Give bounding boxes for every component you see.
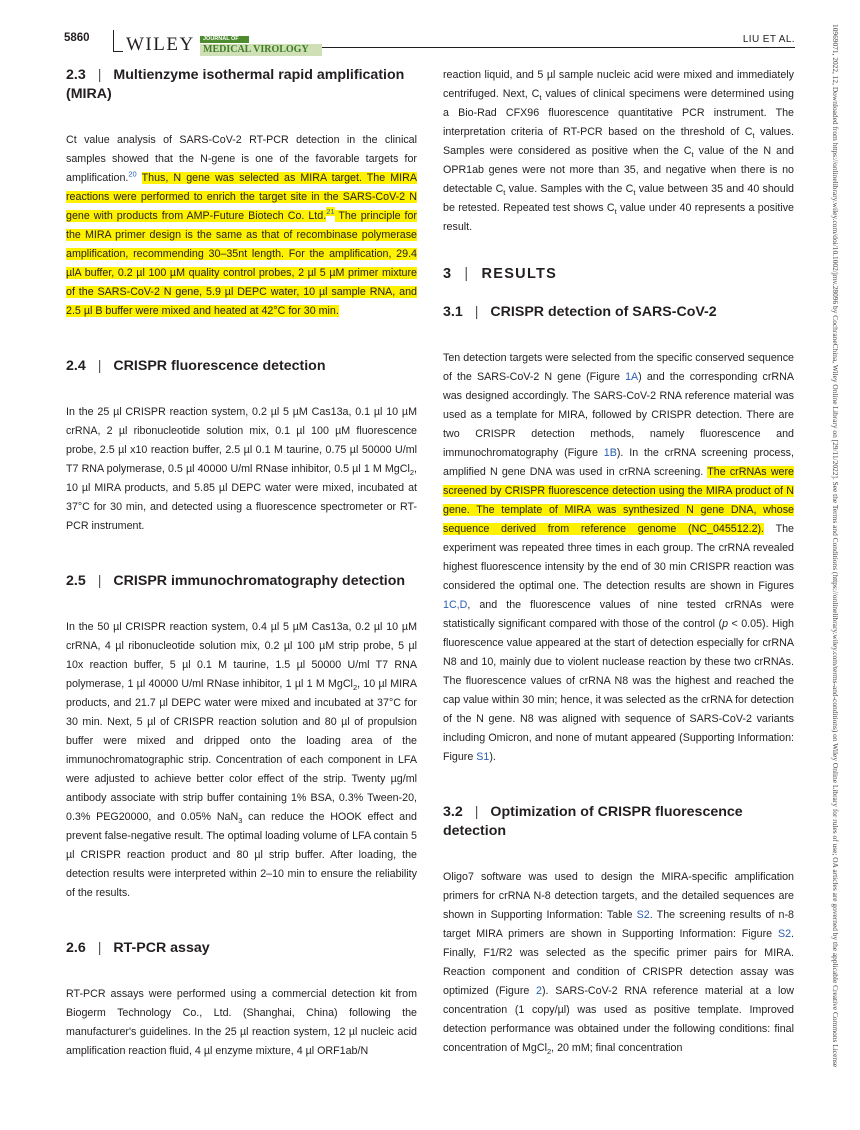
page-number: 5860 (64, 32, 90, 44)
running-author: LIU ET AL. (742, 34, 795, 45)
section-heading-3-1: 3.1 | CRISPR detection of SARS-CoV-2 (443, 304, 717, 320)
section-heading-3: 3 | RESULTS (443, 266, 558, 282)
section-heading-2-6: 2.6 | RT-PCR assay (66, 940, 210, 956)
header-divider (113, 30, 114, 52)
highlighted-text: The crRNAs were screened by CRISPR fluorescence detection using the MIRA product of N gene. The template of MIRA was synthesized N gene DNA, whose sequence derived from reference genome (NC_045512.2). (443, 466, 794, 535)
page-header (64, 30, 795, 60)
section-3-1-paragraph: Ten detection targets were selected from the specific conserved sequence of the SARS-CoV-2 N gene (Figure 1A) and the corresponding crRNA was designed accordingly. The SARS-CoV-2 RNA reference material was used as a template for MIRA, followed by CRISPR detection. There are two CRISPR detection methods, namely fluorescence and immunochromatography (Figure 1B). In the crRNA screening process, amplified N gene DNA was used in crRNA screening. The crRNAs were screened by CRISPR fluorescence detection using the MIRA product of N gene. The template of MIRA was synthesized N gene DNA, whose sequence derived from reference genome (NC_045512.2). The experiment was repeated three times in each group. The crRNA revealed highest fluorescence intensity by the end of 30 min CRISPR reaction was considered the optimal one. The detection results are shown in Figures 1C,D, and the fluorescence values of nine tested crRNAs were statistically significant compared with those of the control (p < 0.05). High fluorescence value appeared at the start of detection especially for crRNA N8 and 10, mainly due to violent nuclease reaction by these two crRNAs. The fluorescence values of crRNA N8 was the highest and reached the cap value within 30 min; hence, it was selected as the crRNA for detection of the N gene. N8 was aligned with sequence of SARS-CoV-2 variants including Omicron, and none of mutant appeared (Supporting Information: Figure S1). (443, 352, 795, 763)
publisher-logo: WILEY (126, 34, 195, 55)
figure-link[interactable]: 1C,D (443, 599, 468, 611)
right-column (443, 66, 794, 1058)
section-heading-2-4: 2.4 | CRISPR fluorescence detection (66, 358, 326, 374)
figure-link[interactable]: 2 (536, 985, 542, 997)
figure-link[interactable]: S1 (476, 751, 490, 763)
section-2-3-paragraph: Ct value analysis of SARS-CoV-2 RT-PCR detection in the clinical samples showed that the N-gene is one of the favorable targets for amplification.$^{20}$ Thus, N gene was selected as MIRA target. The MIRA reactions were performed to enrich the target site in the SARS-CoV-2 N gene with products from AMP-Future Biotech Co. Ltd.$^{21}$ The principle for the MIRA primer design is the same as that of recombinase polymerase amplification, recommending 30–35nt length. For the amplification, 29.4 µlA buffer, 0.2 µl 100 µM quality control probes, 2 µl 5 µM primer mixture of the SARS-CoV-2 N gene, 5.9 µl DEPC water, 10 µl sample RNA, and 2.5 µl B buffer were mixed and heated at 42°C for 30 min. (66, 134, 417, 317)
section-heading-3-2: 3.2 | Optimization of CRISPR fluorescence detection (443, 804, 743, 839)
table-link[interactable]: S2 (636, 909, 650, 921)
figure-link[interactable]: 1A (625, 371, 639, 383)
header-rule-left (113, 51, 123, 52)
highlighted-text: The principle for the MIRA primer design is the same as that of recombinase polymerase amplification, recommending 30–35nt length. For the amplification, 29.4 µlA buffer, 0.2 µl 100 µM quality control probes, 2 µl 5 µM primer mixture of the SARS-CoV-2 N gene, 5.9 µl DEPC water, 10 µl sample RNA, and 2.5 µl B buffer were mixed and heated at 42°C for 30 min. (66, 210, 417, 317)
header-rule-right (322, 47, 795, 48)
section-heading-2-3: 2.3 | Multienzyme isothermal rapid amplification (MIRA) (66, 67, 405, 102)
section-2-5-paragraph: In the 50 µl CRISPR reaction system, 0.4 µl 5 µM Cas13a, 0.2 µl 10 µM crRNA, 4 µl ribonucleotide solution mix, 0.2 µl 100 µM strip probe, 5 µl 10x reaction buffer, 5 µl 0.1 M taurine, 1.5 µl 50000 U/ml T7 RNA polymerase, 1 µl 40000 U/ml RNase inhibitor, 1 µl 1 M MgCl$_2$, 10 µl MIRA products, and 21.7 µl DEPC water were mixed and incubated at 37°C for 30 min. Next, 5 µl of CRISPR reaction solution and 80 µl of propulsion buffer were mixed and dripped onto the loading area of the immunochromatographic strip. Concentration of each component in LFA were adjusted to achieve better color effect of the strip. Twenty µg/ml antibody associate with strip buffer containing 1% BSA, 0.3% Tween-20, 0.3% PEG20000, and 0.05% NaN$_3$ can reduce the HOOK effect and prevent false-negative result. The optimal loading volume of LFA contain 5 µl CRISPR reaction product and 80 µl strip buffer. After loading, the detection results were interpreted within 2–10 min to ensure the reliability of the results. (66, 621, 417, 899)
journal-logo (200, 36, 322, 56)
citation-link[interactable]: 21 (326, 207, 335, 217)
highlighted-text: Thus, N gene was selected as MIRA target. The MIRA reactions were performed to enrich the target site in the SARS-CoV-2 N gene with products from AMP-Future Biotech Co. Ltd. (66, 172, 417, 222)
section-heading-2-5: 2.5 | CRISPR immunochromatography detection (66, 573, 406, 589)
journal-logo-top: JOURNAL OF (200, 36, 249, 43)
figure-link[interactable]: S2 (777, 928, 792, 940)
section-3-2-paragraph: Oligo7 software was used to design the MIRA-specific amplification primers for crRNA N-8 detection targets, and the detailed sequences are shown in Supporting Information: Table S2. The screening results of n-8 target MIRA primers are shown in Supporting Information: Figure S2. Finally, F1/R2 was selected as the specific primer pairs for MIRA. Reaction component and condition of CRISPR detection assay was optimized (Figure 2). SARS-CoV-2 RNA reference material at a low concentration (1 copy/µl) was used as positive template. Improved detection performance was obtained under the following conditions: final concentration of MgCl$_2$, 20 mM; final concentration (443, 871, 794, 1057)
left-column (66, 66, 417, 1061)
citation-link[interactable]: 20 (128, 169, 137, 179)
section-2-4-paragraph: In the 25 µl CRISPR reaction system, 0.2 µl 5 µM Cas13a, 0.1 µl 10 µM crRNA, 2 µl ribonucleotide solution mix, 0.1 µl 100 µM fluorescence probe, 2.5 µl x10 reaction buffer, 2.5 µl 0.1 M taurine, 0.75 µl 50000 U/ml T7 RNA polymerase, 0.5 µl 40000 U/ml RNase inhibitor, 0.5 µl 1 M MgCl$_2$, 10 µl MIRA products, and 5.85 µl DEPC water were mixed, incubated at 37°C for 30 min, and detected using a fluorescence spectrometer or RT-PCR instrument. (66, 406, 417, 532)
figure-link[interactable]: 1B (603, 447, 617, 459)
section-2-6-continued: reaction liquid, and 5 µl sample nucleic acid were mixed and immediately centrifuged. Next, $C_t$ values of clinical specimens were determined using a Bio-Rad CFX96 fluorescence quantitative PCR instrument. The interpretation criteria of RT-PCR based on the threshold of $C_t$ values. Samples were considered as positive when the $C_t$ value of the N and OPR1ab genes were not more than 35, and negative when there is no detectable $C_t$ value. Samples with the $C_t$ value between 35 and 40 should be retested. Repeated test shows $C_t$ value under 40 represents a positive result. (443, 69, 795, 233)
section-2-6-paragraph: RT-PCR assays were performed using a commercial detection kit from Biogerm Technology Co., Ltd. (Shanghai, China) following the manufacturer's guidelines. In the 25 µl reaction system, 12 µl nucleic acid amplification reaction fluid, 4 µl enzyme mixture, 4 µl ORF1ab/N (66, 988, 417, 1057)
journal-logo-name: MEDICAL VIROLOGY (200, 44, 322, 56)
download-notice: 10969071, 2022, 12, Downloaded from https://onlinelibrary.wiley.com/doi/10.1002/jmv.28096 by CochraneChina, Wiley Online Library on [29/11/2022]. See the Terms and Conditions (https://onlinelibrary.wiley.com/terms-and-conditions) on Wiley Online Library for rules of use; OA articles are governed by the applicable Creative Commons License (831, 24, 840, 1068)
